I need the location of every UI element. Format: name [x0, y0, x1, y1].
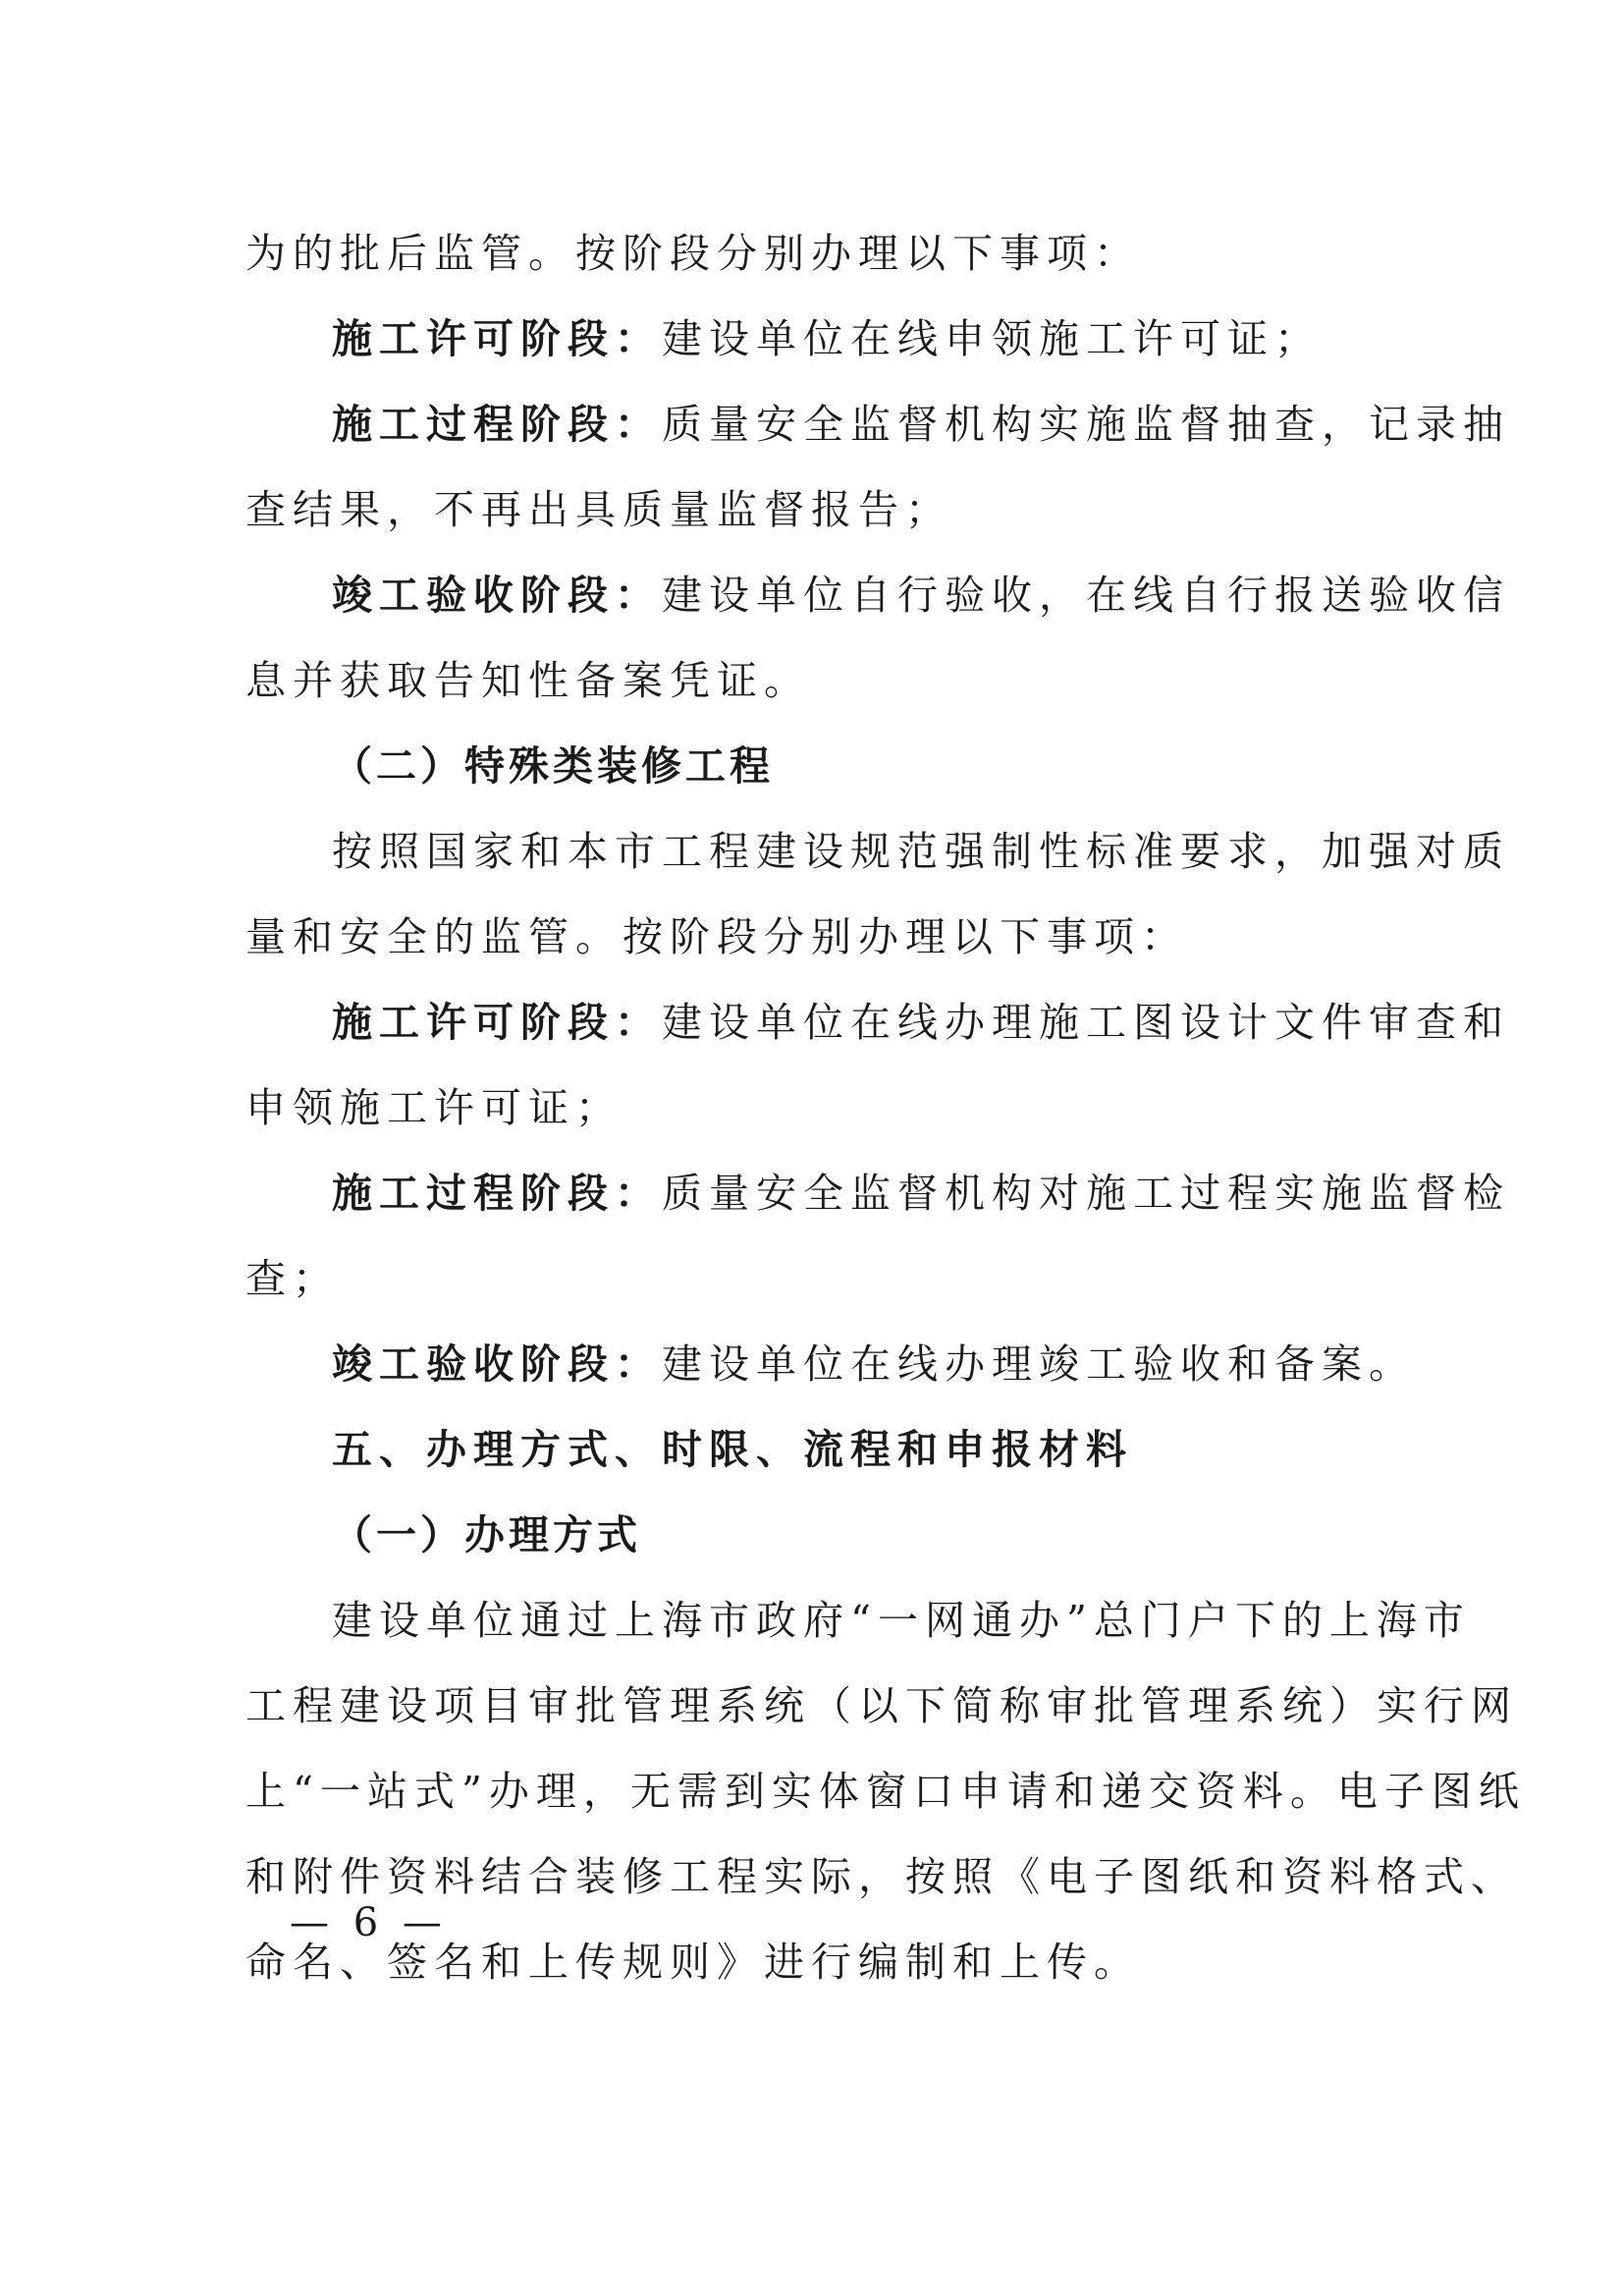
paragraph-line: 和附件资料结合装修工程实际，按照《电子图纸和资料格式、 — [245, 1853, 1518, 1900]
stage-text: 质量安全监督机构对施工过程实施监督检 — [662, 1170, 1510, 1217]
stage-completion-acceptance — [245, 1322, 1416, 1407]
subsection-heading-special: （二）特殊类装修工程 — [332, 742, 774, 790]
stage-label: 竣工验收阶段： — [332, 1340, 662, 1388]
subsection-heading-method: （一）办理方式 — [332, 1511, 641, 1558]
stage-text: 建设单位在线办理竣工验收和备案。 — [662, 1340, 1416, 1388]
document-body — [245, 211, 1526, 2005]
stage-label: 施工许可阶段： — [332, 315, 662, 362]
stage-text: 建设单位自行验收，在线自行报送验收信 — [662, 572, 1510, 619]
stage-label: 施工许可阶段： — [332, 999, 662, 1046]
paragraph-line: 查结果，不再出具质量监督报告； — [245, 486, 952, 533]
paragraph-line: 建设单位通过上海市政府“一网通办”总门户下的上海市 — [332, 1597, 1471, 1644]
paragraph-line: 申领施工许可证； — [245, 1084, 622, 1131]
paragraph-line: 按照国家和本市工程建设规范强制性标准要求，加强对质 — [332, 828, 1510, 875]
stage-text: 建设单位在线办理施工图设计文件审查和 — [662, 999, 1510, 1046]
section-heading-5: 五、办理方式、时限、流程和申报材料 — [332, 1426, 1133, 1473]
stage-label: 竣工验收阶段： — [332, 572, 662, 619]
paragraph-line: 为的批后监管。按阶段分别办理以下事项： — [245, 230, 1141, 277]
stage-completion-acceptance — [245, 553, 1510, 638]
stage-construction-permit — [245, 980, 1510, 1066]
paragraph-line: 命名、签名和上传规则》进行编制和上传。 — [245, 1939, 1141, 1986]
paragraph-line: 量和安全的监管。按阶段分别办理以下事项： — [245, 913, 1188, 960]
paragraph-line: 查； — [245, 1255, 340, 1302]
paragraph-line: 工程建设项目审批管理系统（以下简称审批管理系统）实行网 — [245, 1682, 1518, 1729]
stage-text: 质量安全监督机构实施监督抽查，记录抽 — [662, 401, 1510, 448]
paragraph-line: 息并获取告知性备案凭证。 — [245, 657, 811, 704]
stage-construction-process — [245, 382, 1510, 467]
stage-label: 施工过程阶段： — [332, 401, 662, 448]
stage-construction-permit — [245, 297, 1384, 382]
stage-text: 建设单位在线申领施工许可证； — [662, 315, 1322, 362]
page-number: — 6 — — [290, 1900, 448, 1945]
paragraph-line: 上“一站式”办理，无需到实体窗口申请和递交资料。电子图纸 — [245, 1768, 1526, 1815]
stage-construction-process — [245, 1151, 1510, 1236]
stage-label: 施工过程阶段： — [332, 1170, 662, 1217]
